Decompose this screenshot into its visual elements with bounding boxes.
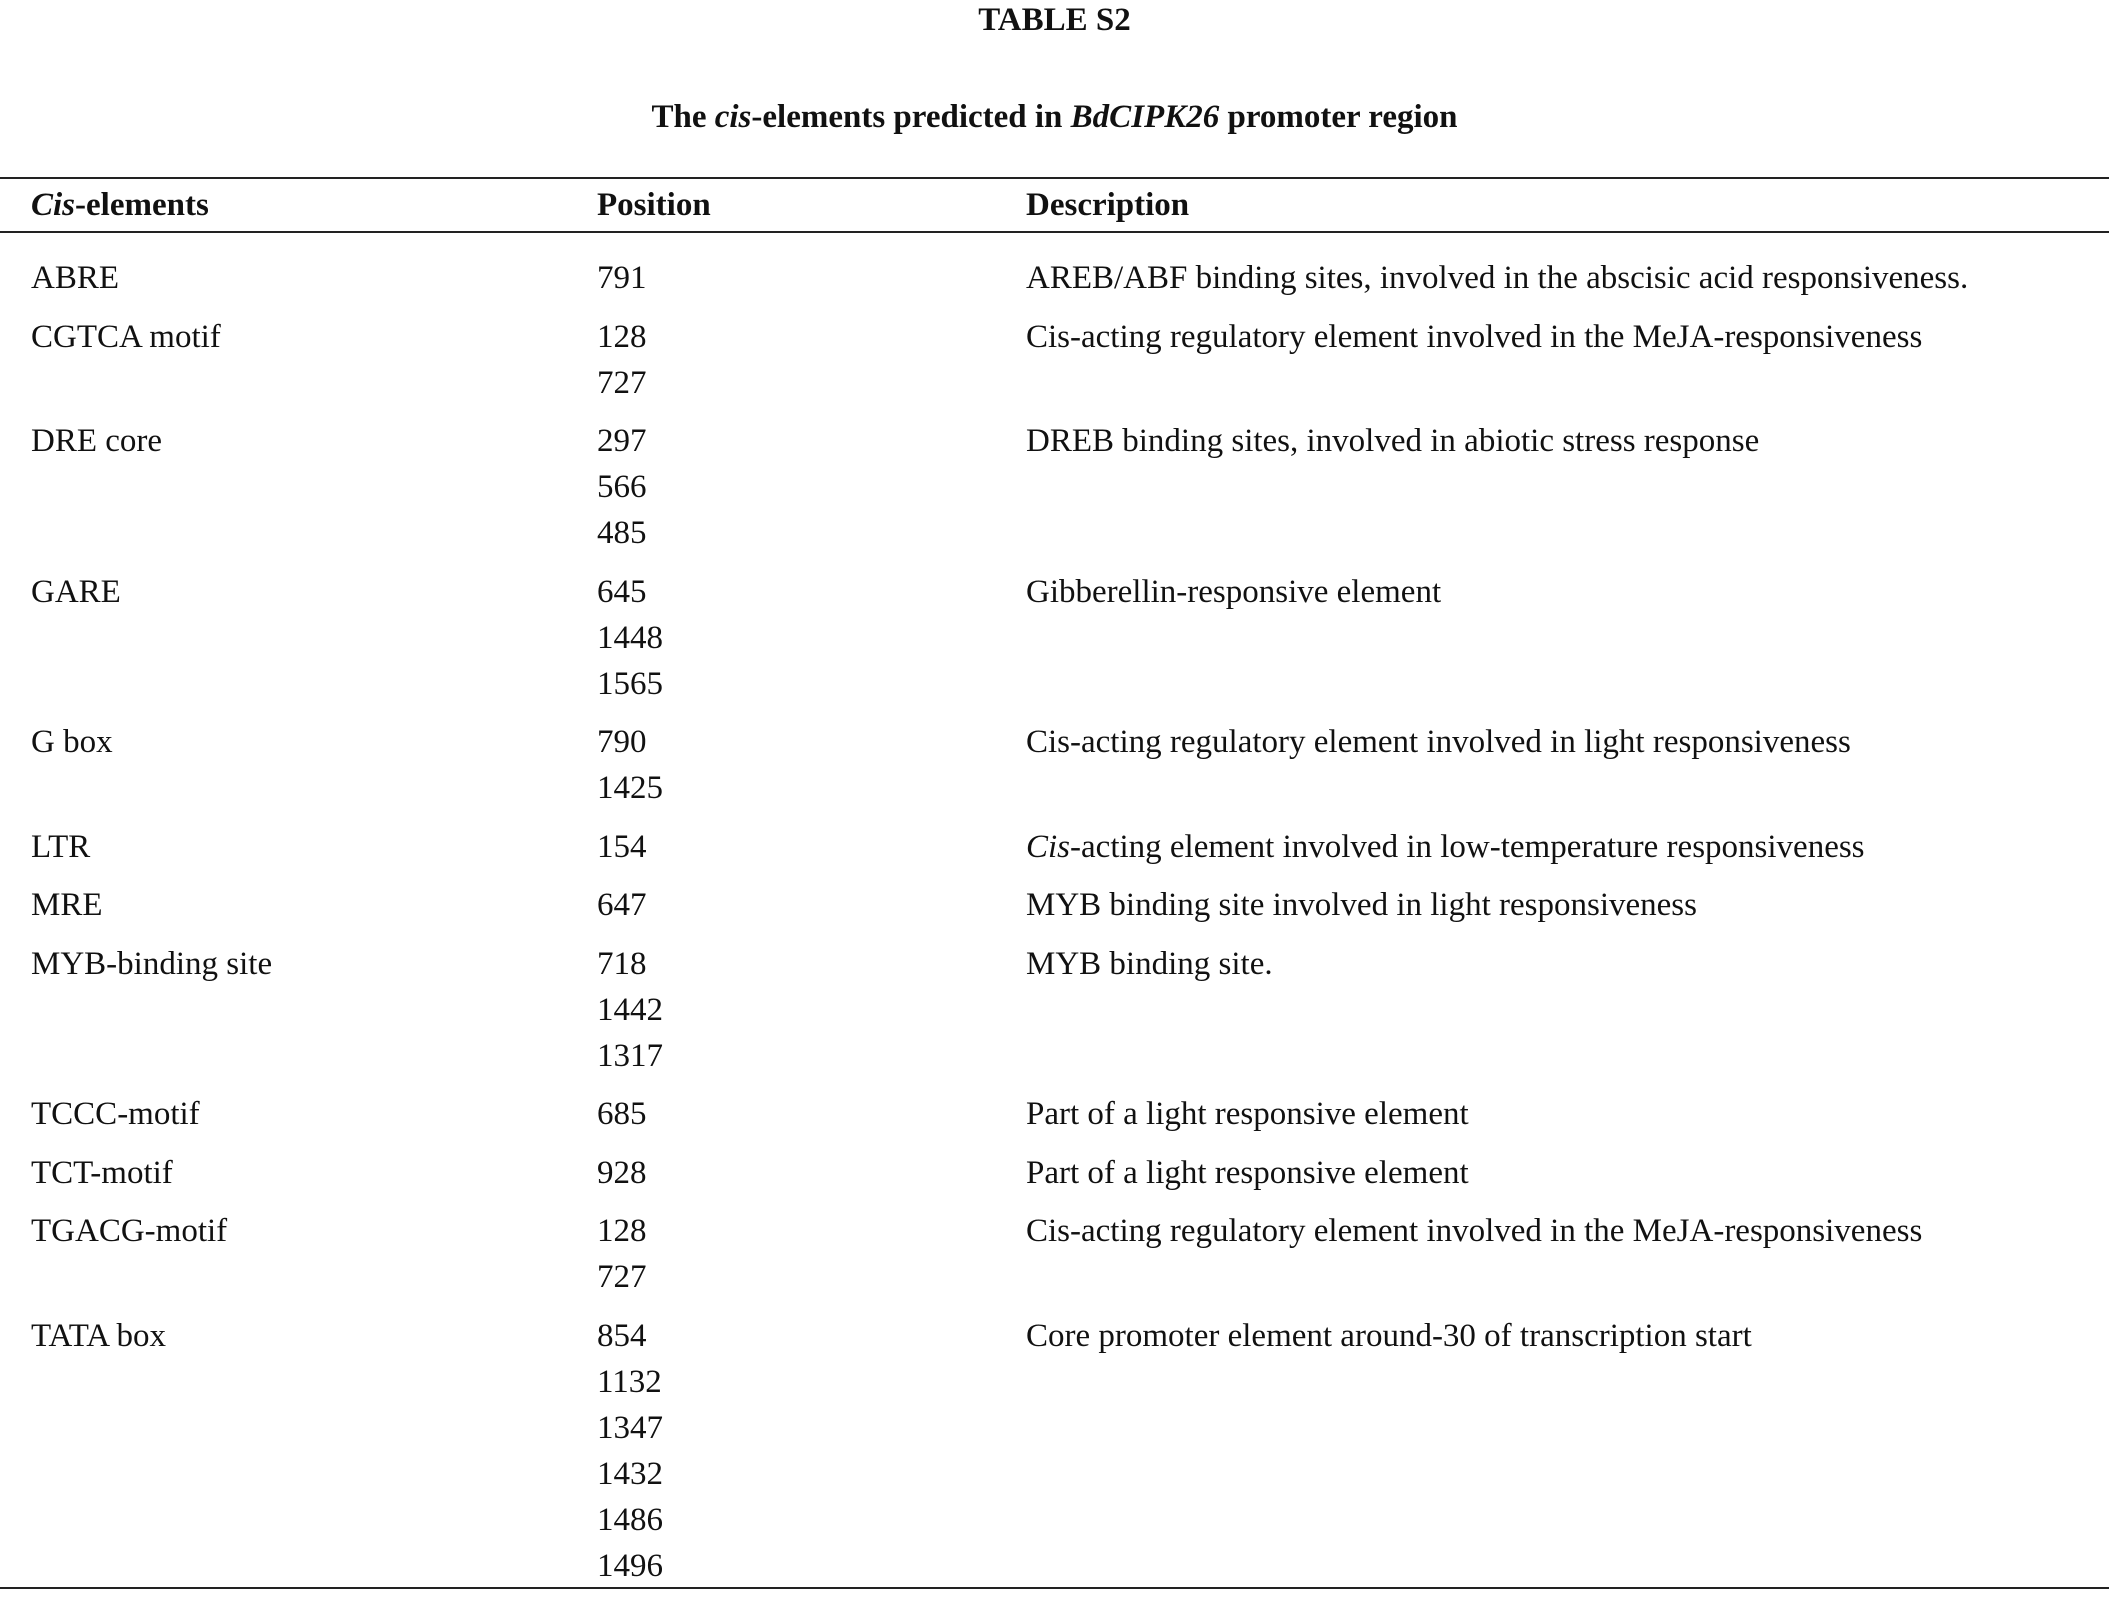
header-position: Position	[597, 187, 711, 223]
position-value: 685	[597, 1096, 647, 1132]
cell-element: LTR	[31, 828, 91, 865]
description-text: Cis-acting regulatory element involved in light responsiveness	[1026, 724, 1851, 760]
position-value: 790	[597, 724, 647, 760]
position-value: 718	[597, 945, 647, 982]
table-header-rule	[0, 231, 2109, 233]
table-caption	[0, 94, 2109, 140]
table-row	[0, 824, 2109, 870]
cell-description	[1026, 824, 1865, 870]
cell-position	[597, 1313, 663, 1589]
position-value: 727	[597, 364, 647, 401]
description-text: Core promoter element around-30 of transcription start	[1026, 1317, 1752, 1354]
caption-italic-gene: BdCIPK26	[1070, 99, 1220, 135]
cell-element: TCCC-motif	[31, 1096, 200, 1132]
cell-element: CGTCA motif	[31, 318, 221, 355]
cell-position	[597, 1208, 647, 1300]
cell-element: TCT-motif	[31, 1154, 173, 1191]
cell-description	[1026, 418, 1759, 464]
cell-description	[1026, 719, 1851, 765]
cell-position	[597, 569, 663, 707]
position-value: 727	[597, 1259, 647, 1295]
description-text: -acting element involved in low-temperature responsiveness	[1070, 828, 1865, 865]
cell-description	[1026, 569, 1441, 615]
table-body	[0, 255, 2109, 1601]
cell-position	[597, 882, 647, 928]
position-value: 645	[597, 573, 647, 610]
table-bottom-rule	[0, 1587, 2109, 1589]
cell-position	[597, 1091, 647, 1137]
table-row	[0, 1091, 2109, 1137]
cell-position	[597, 418, 647, 556]
position-value: 1486	[597, 1501, 663, 1538]
position-value: 1132	[597, 1363, 662, 1400]
position-value: 1565	[597, 665, 663, 702]
cell-element: GARE	[31, 573, 121, 610]
description-text: Part of a light responsive element	[1026, 1154, 1469, 1191]
table-row	[0, 1313, 2109, 1589]
position-value: 128	[597, 318, 647, 355]
table-row	[0, 314, 2109, 406]
position-value: 1317	[597, 1037, 663, 1074]
description-text: MYB binding site involved in light responsiveness	[1026, 887, 1697, 923]
position-value: 128	[597, 1213, 647, 1249]
caption-text-middle: -elements predicted in	[751, 99, 1071, 135]
cell-description	[1026, 1091, 1469, 1137]
description-text: Part of a light responsive element	[1026, 1096, 1469, 1132]
table-row	[0, 882, 2109, 928]
table-row	[0, 418, 2109, 556]
table-row	[0, 1208, 2109, 1300]
position-value: 928	[597, 1154, 647, 1191]
table-row	[0, 719, 2109, 811]
cell-description	[1026, 1313, 1752, 1359]
cell-description	[1026, 314, 1922, 360]
position-value: 854	[597, 1317, 647, 1354]
description-text: Gibberellin-responsive element	[1026, 573, 1442, 610]
header-cis-elements	[31, 182, 209, 228]
cell-element: ABRE	[31, 260, 120, 296]
cell-element: TATA box	[31, 1317, 166, 1354]
table-header-row	[0, 182, 2109, 228]
table-row	[0, 1150, 2109, 1196]
cell-position	[597, 255, 647, 301]
position-value: 1442	[597, 991, 663, 1028]
cell-description	[1026, 255, 1968, 301]
cell-element: DRE core	[31, 423, 163, 459]
position-value: 1425	[597, 770, 663, 806]
position-value: 485	[597, 515, 647, 551]
header-cis-italic: Cis	[31, 187, 76, 223]
table-row	[0, 569, 2109, 707]
cell-description	[1026, 882, 1697, 928]
cell-description	[1026, 941, 1273, 987]
table-label: TABLE S2	[978, 2, 1131, 38]
caption-text-end: promoter region	[1219, 99, 1458, 135]
table-row	[0, 941, 2109, 1079]
cell-element: G box	[31, 724, 113, 760]
cell-position	[597, 1150, 647, 1196]
position-value: 1432	[597, 1455, 663, 1492]
cell-description	[1026, 1150, 1469, 1196]
cell-position	[597, 314, 647, 406]
description-text: Cis-acting regulatory element involved in the MeJA-responsiveness	[1026, 318, 1923, 355]
cell-position	[597, 719, 663, 811]
cell-element: TGACG-motif	[31, 1213, 228, 1249]
cell-description	[1026, 1208, 1922, 1254]
table-row	[0, 255, 2109, 301]
description-text: DREB binding sites, involved in abiotic stress response	[1026, 423, 1760, 459]
table-top-rule	[0, 177, 2109, 179]
description-italic: Cis	[1026, 828, 1071, 865]
caption-italic-cis: cis	[714, 99, 752, 135]
cell-position	[597, 941, 663, 1079]
cell-element: MYB-binding site	[31, 945, 273, 982]
caption-text-start: The	[651, 99, 715, 135]
header-cis-rest: -elements	[75, 187, 209, 223]
cell-element: MRE	[31, 887, 103, 923]
position-value: 566	[597, 469, 647, 505]
description-text: AREB/ABF binding sites, involved in the abscisic acid responsiveness.	[1026, 260, 1969, 296]
description-text: MYB binding site.	[1026, 945, 1273, 982]
position-value: 1347	[597, 1409, 663, 1446]
position-value: 1496	[597, 1547, 663, 1584]
position-value: 297	[597, 423, 647, 459]
position-value: 1448	[597, 619, 663, 656]
position-value: 154	[597, 828, 647, 865]
description-text: Cis-acting regulatory element involved in the MeJA-responsiveness	[1026, 1213, 1923, 1249]
position-value: 647	[597, 887, 647, 923]
cell-position	[597, 824, 647, 870]
position-value: 791	[597, 260, 647, 296]
header-description: Description	[1026, 187, 1190, 223]
